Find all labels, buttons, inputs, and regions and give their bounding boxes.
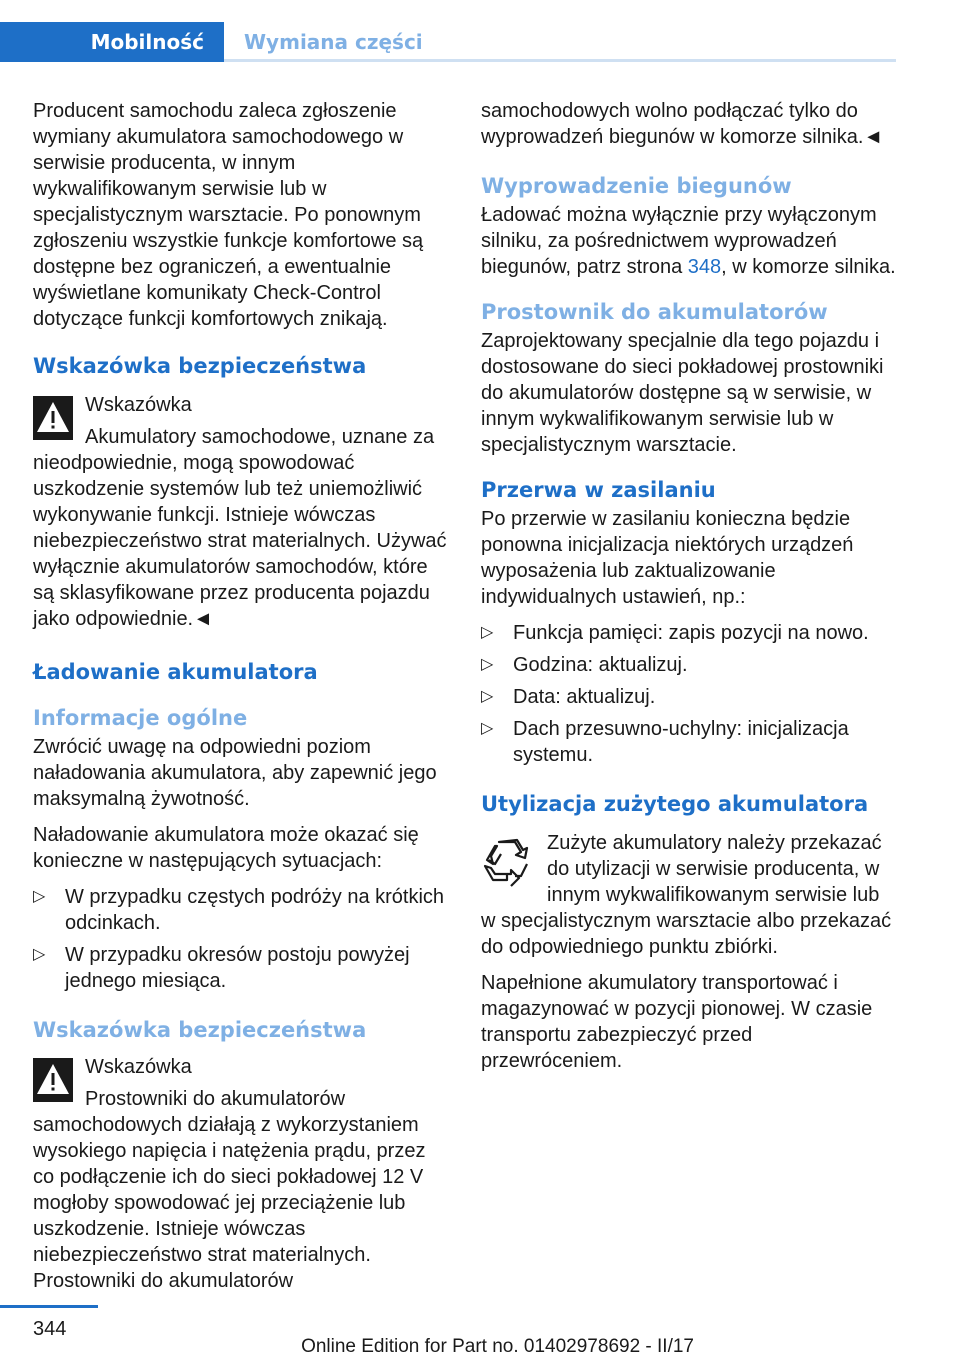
recycle-icon	[481, 834, 533, 890]
safety-note-1	[33, 392, 449, 632]
header-section-label: Mobilność	[90, 30, 204, 54]
charging-situations-list	[33, 884, 449, 994]
left-column	[33, 98, 449, 1304]
list-item: ▷ Dach przesuwno-uchylny: inicjalizacja systemu.	[481, 718, 849, 766]
disposal-heading: Utylizacja zużytego akumulatora	[481, 792, 869, 816]
right-column	[481, 98, 897, 1084]
general-paragraph-1: Zwrócić uwagę na odpowiedni poziom naładowania akumulatora, aby zapewnić jego maksymalną żywotność.	[33, 736, 437, 810]
safety-heading-2: Wskazówka bezpieczeństwa	[33, 1018, 367, 1042]
general-info-heading: Informacje ogólne	[33, 706, 248, 730]
charging-heading: Ładowanie akumulatora	[33, 660, 318, 684]
bullet-icon: ▷	[33, 888, 46, 905]
safety-text-2: Prostowniki do akumulatorów samochodowych działają z wykorzystaniem wysokiego napięcia i natężenia prądu, przez co podłączenie ich do sieci pokładowej 12 V mogłoby spowodować jej przeciążenie lub uszkodzenie. Istnieje wówczas niebezpieczeństwo strat materialnych. Prostowniki do akumulatorów	[33, 1088, 426, 1292]
bullet-icon: ▷	[481, 656, 494, 673]
disposal-note	[481, 830, 897, 960]
bullet-icon: ▷	[481, 720, 494, 737]
charger-paragraph: Zaprojektowany specjalnie dla tego pojazdu i dostosowane do sieci pokładowej prostowniki do akumulatorów dostępne są w serwisie, w innym wykwalifikowanym serwisie lub w specjalistycznym warsztacie.	[481, 330, 884, 456]
intro-paragraph: Producent samochodu zaleca zgłoszenie wymiany akumulatora samochodowego w serwisie producenta, w innym wykwalifikowanym serwisie lub w specjalistycznym warsztacie. Po ponownym zgłoszeniu wszystkie funkcje komfortowe są dostępne bez ograniczeń, a ewentualnie wyświetlane komunikaty Check-Control dotyczące funkcji komfortowych znikają.	[33, 100, 424, 330]
bullet-icon: ▷	[481, 624, 494, 641]
poles-heading: Wyprowadzenie biegunów	[481, 174, 792, 198]
edition-note: Online Edition for Part no. 01402978692 - II/17	[301, 1336, 694, 1357]
list-item: ▷ W przypadku okresów postoju powyżej jednego miesiąca.	[33, 944, 410, 992]
safety-label-2: Wskazówka	[85, 1056, 192, 1078]
bullet-icon: ▷	[33, 946, 46, 963]
charger-heading: Prostownik do akumulatorów	[481, 300, 828, 324]
outage-paragraph: Po przerwie w zasilaniu konieczna będzie ponowna inicjalizacja niektórych urządzeń wyposażenia lub zaktualizowanie indywidualnych ustawień, np.:	[481, 508, 854, 608]
warning-icon	[33, 1058, 73, 1102]
disposal-paragraph: Zużyte akumulatory należy przekazać do utylizacji w serwisie producenta, w innym wykwalifikowanym serwisie lub w specjalistycznym warsztacie albo przekazać do odpowiedniego punktu zbiórki.	[481, 832, 892, 958]
list-item: ▷ W przypadku częstych podróży na krótkich odcinkach.	[33, 886, 445, 934]
safety-note-2	[33, 1054, 449, 1294]
continuation-paragraph: samochodowych wolno podłączać tylko do wyprowadzeń biegunów w komorze silnika.◄	[481, 100, 884, 148]
header-divider	[224, 59, 896, 62]
warning-icon	[33, 396, 73, 440]
outage-heading: Przerwa w zasilaniu	[481, 478, 716, 502]
list-item: ▷ Funkcja pamięci: zapis pozycji na nowo.	[481, 622, 869, 644]
header-section-tab[interactable]	[0, 22, 224, 62]
page-number: 344	[33, 1318, 67, 1340]
header-chapter-label: Wymiana części	[244, 30, 423, 54]
safety-label-1: Wskazówka	[85, 394, 192, 416]
page-ref-link[interactable]: 348	[687, 256, 722, 278]
poles-paragraph: Ładować można wyłącznie przy wyłączonym silniku, za pośrednictwem wyprowadzeń biegunów, patrz strona 348, w komorze silnika.	[481, 204, 896, 278]
list-item: ▷ Data: aktualizuj.	[481, 686, 656, 708]
disposal-paragraph-2: Napełnione akumulatory transportować i magazynować w pozycji pionowej. W czasie transportu zabezpieczyć przed przewróceniem.	[481, 972, 873, 1072]
safety-text-1: Akumulatory samochodowe, uznane za nieodpowiednie, mogą spowodować uszkodzenie systemów lub też uniemożliwić wykonywanie funkcji. Istnieje wówczas niebezpieczeństwo strat materialnych. Używać wyłącznie akumulatorów samochodów, które są sklasyfikowane przez producenta pojazdu jako odpowiednie.◄	[33, 426, 447, 630]
safety-heading-1: Wskazówka bezpieczeństwa	[33, 354, 367, 378]
list-item: ▷ Godzina: aktualizuj.	[481, 654, 688, 676]
header-chapter-tab[interactable]	[244, 22, 423, 62]
general-paragraph-2: Naładowanie akumulatora może okazać się konieczne w następujących sytuacjach:	[33, 824, 419, 872]
footer-divider	[0, 1305, 98, 1308]
bullet-icon: ▷	[481, 688, 494, 705]
outage-list	[481, 620, 897, 768]
